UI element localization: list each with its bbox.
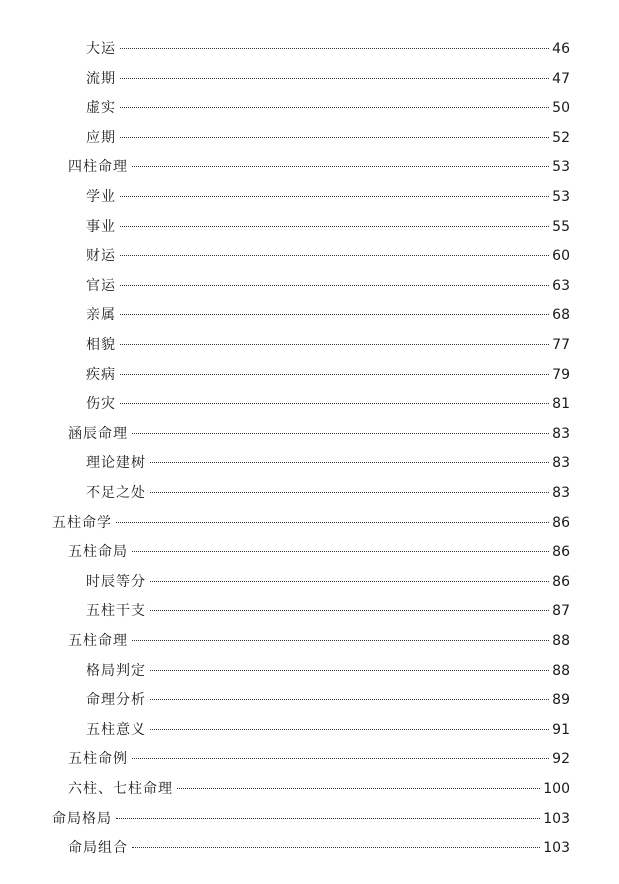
- toc-entry[interactable]: [86, 687, 570, 713]
- toc-entry[interactable]: [52, 806, 570, 832]
- toc-leader-dots: [116, 818, 540, 819]
- toc-entry[interactable]: [86, 95, 570, 121]
- toc-entry-title: 时辰等分: [86, 574, 146, 590]
- toc-leader-dots: [120, 255, 549, 256]
- toc-entry[interactable]: [68, 835, 570, 861]
- toc-entry-page-number: 89: [552, 692, 570, 708]
- toc-entry-page-number: 68: [552, 307, 570, 323]
- toc-entry-title: 伤灾: [86, 396, 116, 412]
- toc-leader-dots: [120, 403, 549, 404]
- toc-leader-dots: [150, 462, 549, 463]
- toc-entry-page-number: 86: [552, 544, 570, 560]
- toc-entry[interactable]: [68, 776, 570, 802]
- toc-leader-dots: [120, 344, 549, 345]
- toc-entry-title: 官运: [86, 278, 116, 294]
- toc-leader-dots: [120, 374, 549, 375]
- toc-entry-title: 五柱命学: [52, 515, 112, 531]
- toc-leader-dots: [150, 610, 549, 611]
- toc-entry[interactable]: [86, 391, 570, 417]
- toc-entry-title: 命局组合: [68, 840, 128, 856]
- toc-entry[interactable]: [86, 569, 570, 595]
- toc-entry[interactable]: [68, 539, 570, 565]
- toc-entry-title: 命局格局: [52, 811, 112, 827]
- toc-leader-dots: [132, 640, 549, 641]
- toc-leader-dots: [150, 492, 549, 493]
- toc-entry[interactable]: [52, 510, 570, 536]
- toc-entry-title: 五柱命局: [68, 544, 128, 560]
- toc-entry-title: 大运: [86, 41, 116, 57]
- toc-leader-dots: [132, 166, 549, 167]
- toc-entry[interactable]: [86, 450, 570, 476]
- toc-entry-title: 五柱干支: [86, 603, 146, 619]
- toc-leader-dots: [150, 729, 549, 730]
- toc-entry-title: 财运: [86, 248, 116, 264]
- toc-leader-dots: [120, 78, 549, 79]
- toc-entry[interactable]: [86, 362, 570, 388]
- toc-entry-title: 疾病: [86, 367, 116, 383]
- toc-entry-title: 学业: [86, 189, 116, 205]
- toc-entry-page-number: 103: [543, 811, 570, 827]
- toc-entry-page-number: 87: [552, 603, 570, 619]
- toc-leader-dots: [120, 314, 549, 315]
- toc-entry[interactable]: [68, 421, 570, 447]
- toc-leader-dots: [132, 551, 549, 552]
- toc-entry-page-number: 86: [552, 515, 570, 531]
- toc-entry-page-number: 60: [552, 248, 570, 264]
- toc-entry-title: 虚实: [86, 100, 116, 116]
- toc-entry[interactable]: [86, 125, 570, 151]
- toc-entry-page-number: 88: [552, 663, 570, 679]
- toc-entry-page-number: 53: [552, 189, 570, 205]
- toc-entry[interactable]: [86, 480, 570, 506]
- toc-entry[interactable]: [68, 628, 570, 654]
- toc-entry-page-number: 77: [552, 337, 570, 353]
- toc-entry-title: 六柱、七柱命理: [68, 781, 173, 797]
- toc-entry-page-number: 47: [552, 71, 570, 87]
- toc-entry[interactable]: [86, 658, 570, 684]
- toc-entry-page-number: 46: [552, 41, 570, 57]
- toc-leader-dots: [150, 699, 549, 700]
- toc-entry[interactable]: [68, 154, 570, 180]
- toc-entry-page-number: 83: [552, 426, 570, 442]
- toc-leader-dots: [132, 847, 540, 848]
- toc-entry-title: 理论建树: [86, 455, 146, 471]
- toc-entry-title: 相貌: [86, 337, 116, 353]
- toc-entry-page-number: 50: [552, 100, 570, 116]
- toc-entry-title: 涵辰命理: [68, 426, 128, 442]
- toc-entry-title: 五柱命理: [68, 633, 128, 649]
- toc-entry-title: 应期: [86, 130, 116, 146]
- toc-entry-page-number: 55: [552, 219, 570, 235]
- toc-entry-title: 不足之处: [86, 485, 146, 501]
- toc-entry-page-number: 103: [543, 840, 570, 856]
- toc-entry-title: 命理分析: [86, 692, 146, 708]
- toc-leader-dots: [132, 433, 549, 434]
- toc-entry-title: 格局判定: [86, 663, 146, 679]
- toc-entry[interactable]: [86, 717, 570, 743]
- toc-leader-dots: [120, 196, 549, 197]
- toc-entry-page-number: 92: [552, 751, 570, 767]
- toc-leader-dots: [120, 107, 549, 108]
- toc-entry-title: 亲属: [86, 307, 116, 323]
- toc-leader-dots: [120, 48, 549, 49]
- toc-leader-dots: [177, 788, 540, 789]
- toc-leader-dots: [132, 758, 549, 759]
- toc-entry[interactable]: [86, 66, 570, 92]
- toc-entry[interactable]: [86, 36, 570, 62]
- toc-entry-title: 流期: [86, 71, 116, 87]
- toc-entry-page-number: 63: [552, 278, 570, 294]
- toc-entry-page-number: 53: [552, 159, 570, 175]
- toc-entry-title: 五柱命例: [68, 751, 128, 767]
- toc-entry[interactable]: [86, 302, 570, 328]
- toc-entry-title: 事业: [86, 219, 116, 235]
- toc-leader-dots: [120, 226, 549, 227]
- toc-entry[interactable]: [68, 746, 570, 772]
- toc-entry-page-number: 52: [552, 130, 570, 146]
- toc-leader-dots: [150, 581, 549, 582]
- toc-entry[interactable]: [86, 273, 570, 299]
- toc-entry-title: 四柱命理: [68, 159, 128, 175]
- toc-entry[interactable]: [86, 598, 570, 624]
- toc-leader-dots: [120, 137, 549, 138]
- toc-entry-page-number: 81: [552, 396, 570, 412]
- toc-entry-page-number: 83: [552, 455, 570, 471]
- toc-entry[interactable]: [86, 243, 570, 269]
- toc-leader-dots: [116, 522, 549, 523]
- toc-entry-page-number: 79: [552, 367, 570, 383]
- toc-entry[interactable]: [86, 184, 570, 210]
- toc-entry-page-number: 86: [552, 574, 570, 590]
- toc-entry-title: 五柱意义: [86, 722, 146, 738]
- toc-leader-dots: [150, 670, 549, 671]
- toc-entry-page-number: 88: [552, 633, 570, 649]
- toc-entry-page-number: 83: [552, 485, 570, 501]
- toc-entry[interactable]: [86, 332, 570, 358]
- toc-entry[interactable]: [86, 214, 570, 240]
- toc-entry-page-number: 91: [552, 722, 570, 738]
- toc-leader-dots: [120, 285, 549, 286]
- toc-entry-page-number: 100: [543, 781, 570, 797]
